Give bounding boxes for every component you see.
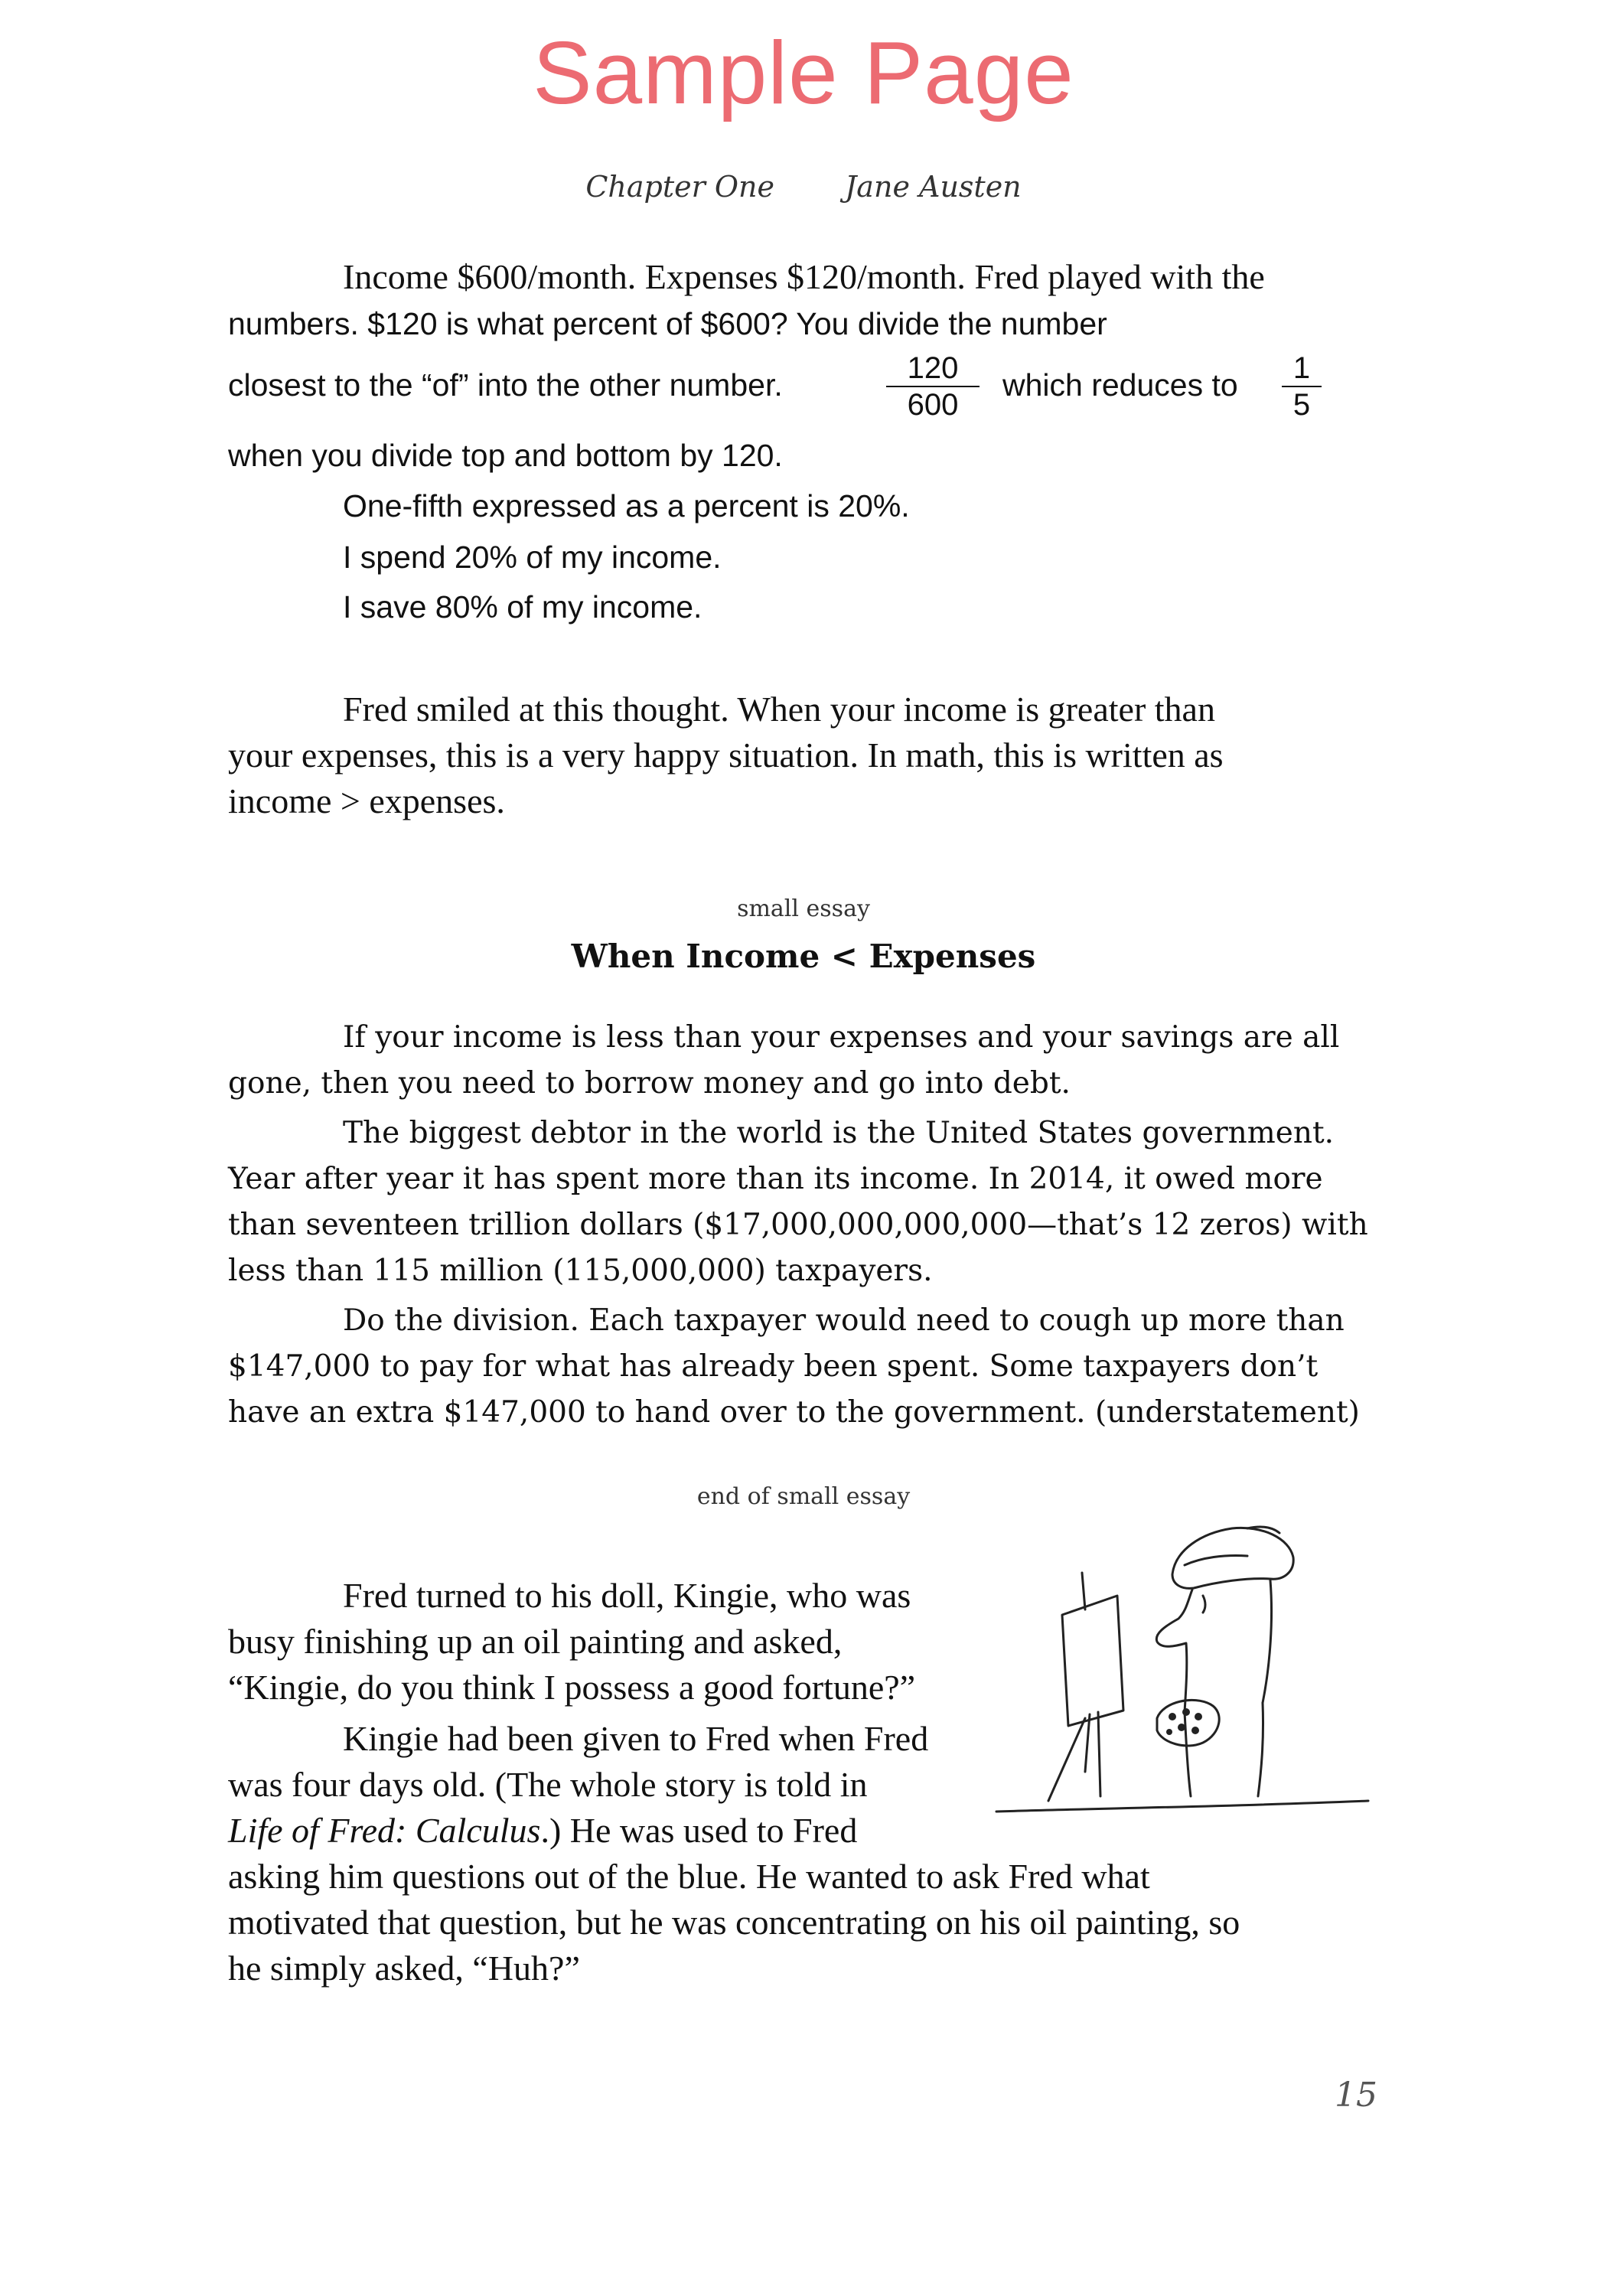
fraction-numerator: 120 bbox=[907, 351, 959, 385]
p1-line3: closest to the “of” into the other number. bbox=[228, 367, 783, 403]
essay-line8: $147,000 to pay for what has already been spent. Some taxpayers don’t bbox=[228, 1349, 1319, 1384]
essay-label: small essay bbox=[737, 895, 870, 922]
chapter-title: Jane Austen bbox=[845, 170, 1022, 204]
p1-line6: I spend 20% of my income. bbox=[343, 540, 722, 575]
kingie-painting-illustration bbox=[995, 1512, 1370, 1825]
hat bbox=[1172, 1528, 1293, 1588]
p1-line3b: which reduces to bbox=[1002, 367, 1238, 403]
fraction-1-over-5 bbox=[1282, 351, 1322, 422]
essay-line1: If your income is less than your expenses and your savings are all bbox=[343, 1020, 1340, 1055]
palette bbox=[1157, 1700, 1219, 1746]
p3-line9: he simply asked, “Huh?” bbox=[228, 1949, 580, 1988]
book-title-italic: Life of Fred: Calculus bbox=[228, 1811, 541, 1850]
chapter-label: Chapter One bbox=[585, 170, 774, 204]
p3-line5: was four days old. (The whole story is told in bbox=[228, 1765, 868, 1804]
p2-line2: your expenses, this is a very happy situation. In math, this is written as bbox=[228, 735, 1224, 775]
fraction-denominator: 600 bbox=[907, 388, 959, 422]
page-number: 15 bbox=[1335, 2076, 1377, 2115]
p3-line1: Fred turned to his doll, Kingie, who was bbox=[343, 1576, 911, 1615]
essay-line4: Year after year it has spent more than its income. In 2014, it owed more bbox=[228, 1162, 1323, 1196]
p3-line6 bbox=[228, 1810, 857, 1851]
essay-title: When Income < Expenses bbox=[571, 938, 1036, 975]
p3-line8: motivated that question, but he was concentrating on his oil painting, so bbox=[228, 1903, 1240, 1942]
p3-line2: busy finishing up an oil painting and asked, bbox=[228, 1622, 843, 1661]
p2-line1: Fred smiled at this thought. When your income is greater than bbox=[343, 690, 1215, 729]
essay-line3: The biggest debtor in the world is the United States government. bbox=[343, 1116, 1335, 1150]
essay-line2: gone, then you need to borrow money and go into debt. bbox=[228, 1066, 1071, 1101]
p1-line5: One-fifth expressed as a percent is 20%. bbox=[343, 488, 910, 523]
p2-line3: income > expenses. bbox=[228, 781, 505, 820]
p1-line7: I save 80% of my income. bbox=[343, 589, 702, 625]
sample-page-watermark: Sample Page bbox=[533, 23, 1074, 122]
p3-line6-rest: .) He was used to Fred bbox=[540, 1811, 858, 1850]
essay-line6: less than 115 million (115,000,000) taxpayers. bbox=[228, 1254, 933, 1288]
fraction-numerator: 1 bbox=[1292, 351, 1311, 385]
essay-line9: have an extra $147,000 to hand over to the government. (understatement) bbox=[228, 1395, 1360, 1430]
p3-line4: Kingie had been given to Fred when Fred bbox=[343, 1719, 929, 1758]
p1-line2: numbers. $120 is what percent of $600? You divide the number bbox=[228, 306, 1107, 341]
running-head bbox=[0, 170, 1607, 204]
ground-line bbox=[996, 1801, 1368, 1812]
p1-line4: when you divide top and bottom by 120. bbox=[228, 438, 783, 473]
p3-line7: asking him questions out of the blue. He wanted to ask Fred what bbox=[228, 1857, 1150, 1896]
essay-line7: Do the division. Each taxpayer would need to cough up more than bbox=[343, 1303, 1345, 1338]
fraction-120-over-600 bbox=[886, 351, 980, 422]
fraction-denominator: 5 bbox=[1292, 388, 1311, 422]
essay-line5: than seventeen trillion dollars ($17,000,000,000,000—that’s 12 zeros) with bbox=[228, 1208, 1368, 1242]
easel-canvas bbox=[1062, 1596, 1123, 1726]
essay-end-label: end of small essay bbox=[696, 1483, 911, 1510]
p1-line1: Income $600/month. Expenses $120/month. Fred played with the bbox=[343, 257, 1265, 296]
p3-line3: “Kingie, do you think I possess a good fortune?” bbox=[228, 1668, 916, 1707]
face bbox=[1156, 1590, 1192, 1712]
